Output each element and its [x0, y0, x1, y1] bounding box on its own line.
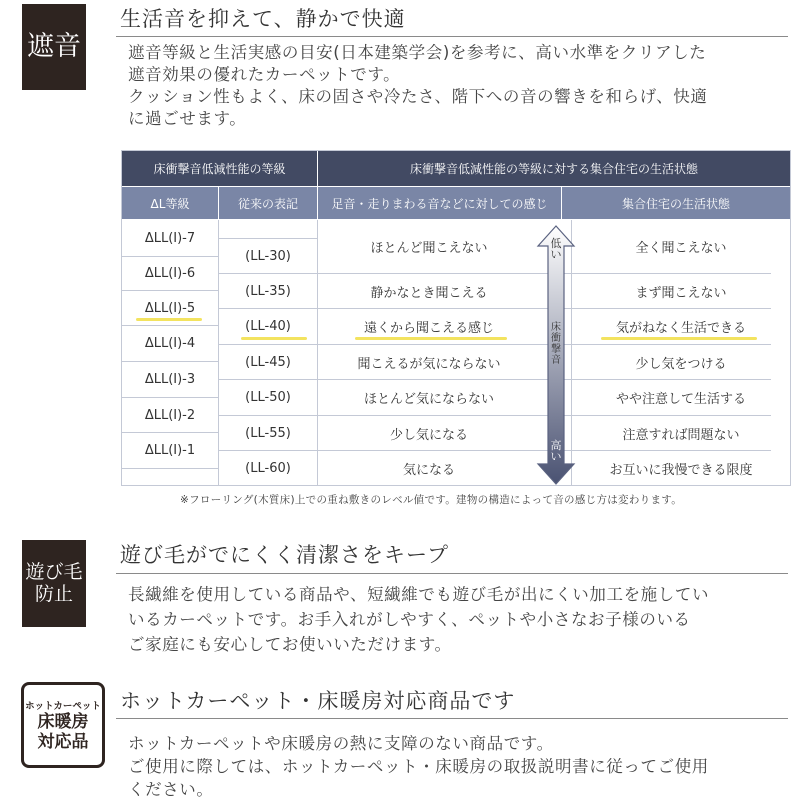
paragraph-line: ご家庭にも安心してお使いいただけます。: [128, 635, 452, 654]
grade-cell: ΔLL(I)-4: [144, 336, 196, 351]
living-cell: 少し気をつける: [635, 356, 727, 372]
feeling-cell: 遠くから聞こえる感じ: [363, 321, 494, 336]
paragraph-line: 長繊維を使用している商品や、短繊維でも遊び毛が出にくい加工を施してい: [128, 585, 710, 604]
feeling-cell: ほとんど聞こえない: [370, 241, 488, 256]
badge-label: 遮音: [27, 31, 81, 63]
soundproof-badge: [22, 4, 86, 90]
section-title: ホットカーペット・床暖房対応商品です: [120, 689, 516, 713]
title-underline: [116, 36, 788, 37]
arrow-label-middle: 床 衝 撃 音: [551, 322, 561, 366]
legacy-cell: (LL-60): [245, 461, 291, 476]
header-grade-performance: 床衝撃音低減性能の等級: [122, 151, 317, 186]
paragraph-line: 遮音効果の優れたカーペットです。: [128, 65, 401, 84]
highlight-mark: [241, 337, 307, 340]
arrow-label-low: 低 い: [550, 237, 562, 261]
paragraph-line: クッション性もよく、床の固さや冷たさ、階下への音の響きを和らげ、快適: [128, 87, 708, 106]
badge-label: ホットカーペット: [25, 701, 101, 712]
paragraph-line: ホットカーペットや床暖房の熱に支障のない商品です。: [128, 734, 554, 753]
legacy-cell: (LL-30): [245, 248, 291, 264]
grade-cell: ΔLL(I)-7: [144, 230, 196, 246]
arrow-label-high: 高 い: [550, 439, 562, 463]
legacy-cell: (LL-55): [245, 425, 291, 441]
title-underline: [116, 718, 788, 719]
grade-cell: ΔLL(I)-3: [144, 372, 196, 387]
feeling-cell: ほとんど気にならない: [363, 392, 494, 407]
anti-fluff-badge: [22, 540, 86, 627]
highlight-mark: [601, 337, 757, 340]
legacy-cell: (LL-50): [245, 390, 291, 405]
section-title: 遊び毛がでにくく清潔さをキープ: [120, 543, 449, 567]
section-paragraph: [128, 732, 709, 801]
grade-cell: ΔLL(I)-1: [144, 443, 196, 458]
feeling-cell: 気になる: [402, 463, 455, 478]
paragraph-line: ください。: [128, 780, 214, 799]
badge-label: 遊び毛: [25, 560, 83, 583]
living-cell: やや注意して生活する: [615, 392, 746, 407]
header-footstep-feeling: 足音・走りまわる音などに対しての感じ: [318, 187, 561, 219]
grade-cell: ΔLL(I)-2: [144, 407, 196, 423]
paragraph-line: 遮音等級と生活実感の目安(日本建築学会)を参考に、高い水準をクリアした: [128, 43, 707, 62]
legacy-cell: (LL-35): [245, 283, 291, 299]
badge-label: 防止: [34, 582, 73, 605]
section-title: 生活音を抑えて、静かで快適: [120, 7, 406, 31]
badge-label: 床暖房: [37, 712, 89, 732]
row-divider: [122, 468, 218, 469]
header-living-state: 集合住宅の生活状態: [562, 187, 790, 219]
section-paragraph: [128, 42, 707, 130]
legacy-cell: (LL-45): [245, 354, 291, 370]
hot-carpet-badge: [21, 682, 105, 768]
paragraph-line: いるカーペットです。お手入れがしやすく、ペットや小さなお子様のいる: [128, 610, 691, 629]
table-footnote: ※フローリング(木質床)上での重ね敷きのレベル値です。建物の構造によって音の感じ方は変わります。: [180, 494, 682, 506]
paragraph-line: ご使用に際しては、ホットカーペット・床暖房の取扱説明書に従ってご使用: [128, 757, 709, 776]
living-cell: 気がねなく生活できる: [615, 321, 746, 336]
header-living-condition: 床衝撃音低減性能の等級に対する集合住宅の生活状態: [318, 151, 790, 186]
grade-cell: ΔLL(I)-5: [144, 300, 196, 316]
feeling-cell: 少し気になる: [389, 427, 468, 443]
feeling-cell: 静かなとき聞こえる: [370, 285, 488, 301]
header-delta-grade: ΔL等級: [122, 187, 218, 219]
feeling-cell: 聞こえるが気にならない: [357, 356, 501, 372]
grade-cell: ΔLL(I)-6: [144, 266, 196, 281]
header-legacy-notation: 従来の表記: [219, 187, 317, 219]
living-cell: 全く聞こえない: [635, 241, 727, 256]
highlight-mark: [136, 318, 202, 321]
paragraph-line: に過ごせます。: [128, 109, 247, 128]
legacy-cell: (LL-40): [245, 319, 291, 334]
living-cell: まず聞こえない: [635, 285, 727, 301]
living-cell: お互いに我慢できる限度: [609, 463, 753, 478]
section-paragraph: [128, 582, 709, 657]
badge-label: 対応品: [37, 732, 89, 752]
living-cell: 注意すれば問題ない: [622, 427, 740, 443]
highlight-mark: [355, 337, 507, 340]
title-underline: [116, 573, 788, 574]
